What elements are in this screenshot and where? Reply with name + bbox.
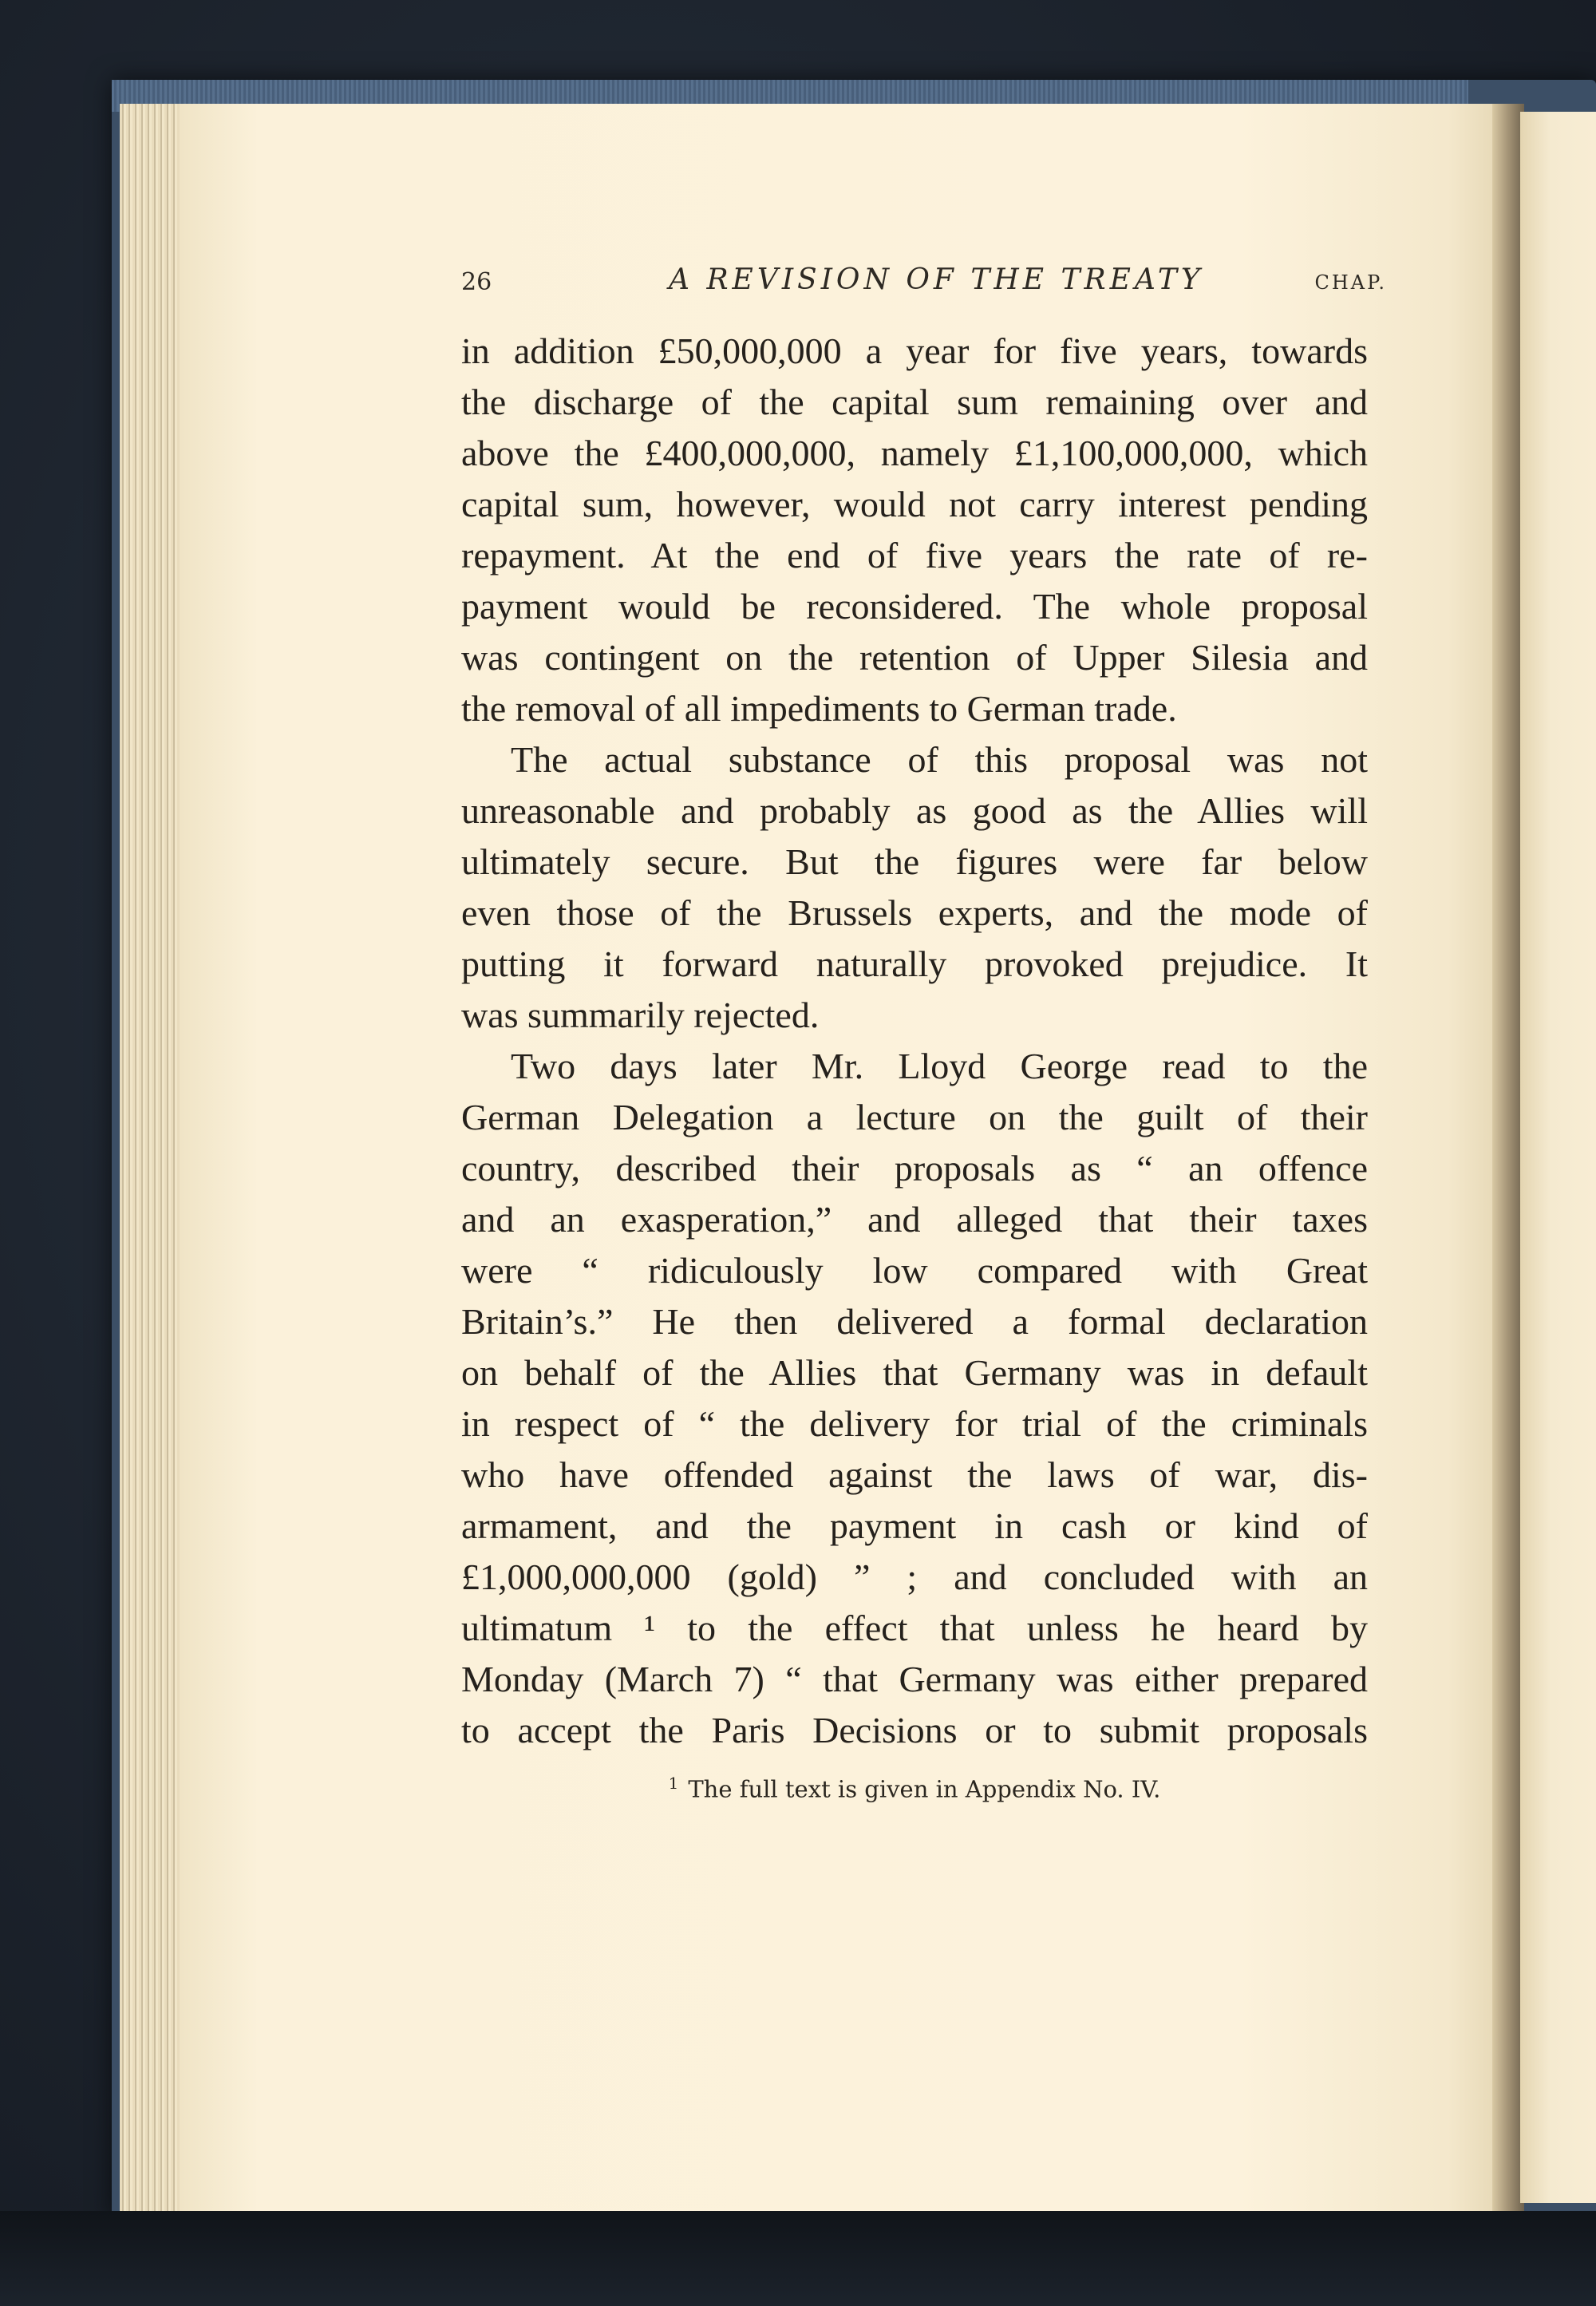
page-gutter [1492,104,1524,2211]
text-line: to accept the Paris Decisions or to submit proposals [461,1710,1368,1750]
text-line: were “ ridiculously low compared with Great [461,1250,1368,1291]
running-header [461,263,1387,302]
footnote-marker: 1 [668,1774,679,1793]
text-line: was summarily rejected. [461,995,820,1035]
text-line: payment would be reconsidered. The whole proposal [461,586,1368,627]
text-line: even those of the Brussels experts, and the mode of [461,892,1368,933]
text-line: The actual substance of this proposal was not [511,739,1368,780]
text-line: repayment. At the end of five years the rate of re- [461,535,1368,576]
text-line: Britain’s.” He then delivered a formal declaration [461,1301,1368,1342]
text-line: country, described their proposals as “ an offence [461,1148,1368,1189]
body-text [461,326,1368,1756]
footnote-text: The full text is given in Appendix No. IV. [688,1775,1161,1803]
text-line: and an exasperation,” and alleged that their taxes [461,1199,1368,1240]
text-line: capital sum, however, would not carry interest pending [461,484,1368,524]
text-line: Monday (March 7) “ that Germany was either prepared [461,1659,1368,1699]
text-line: above the £400,000,000, namely £1,100,000,000, which [461,433,1368,473]
footnote [461,1774,1368,1803]
text-line: the discharge of the capital sum remaining over and [461,382,1368,422]
table-surface [0,2211,1596,2306]
text-line: putting it forward naturally provoked prejudice. It [461,943,1368,984]
text-line: armament, and the payment in cash or kind of [461,1505,1368,1546]
text-line: ultimatum ¹ to the effect that unless he heard by [461,1608,1368,1648]
page-number: 26 [461,268,492,296]
text-line: in addition £50,000,000 a year for five years, towards [461,330,1368,371]
facing-page [1520,112,1596,2203]
text-line: who have offended against the laws of war, dis- [461,1454,1368,1495]
text-line: Two days later Mr. Lloyd George read to the [511,1046,1368,1086]
text-line: German Delegation a lecture on the guilt of their [461,1097,1368,1137]
text-line: ultimately secure. But the figures were far below [461,841,1368,882]
text-line: was contingent on the retention of Upper Silesia and [461,637,1368,678]
text-line: the removal of all impediments to German trade. [461,688,1177,729]
chapter-label: CHAP. [1314,271,1387,294]
text-line: £1,000,000,000 (gold) ” ; and concluded with an [461,1556,1368,1597]
text-line: on behalf of the Allies that Germany was in default [461,1352,1368,1393]
text-line: in respect of “ the delivery for trial of the criminals [461,1403,1368,1444]
running-title: A REVISION OF THE TREATY [669,263,1204,296]
text-line: unreasonable and probably as good as the Allies will [461,790,1368,831]
